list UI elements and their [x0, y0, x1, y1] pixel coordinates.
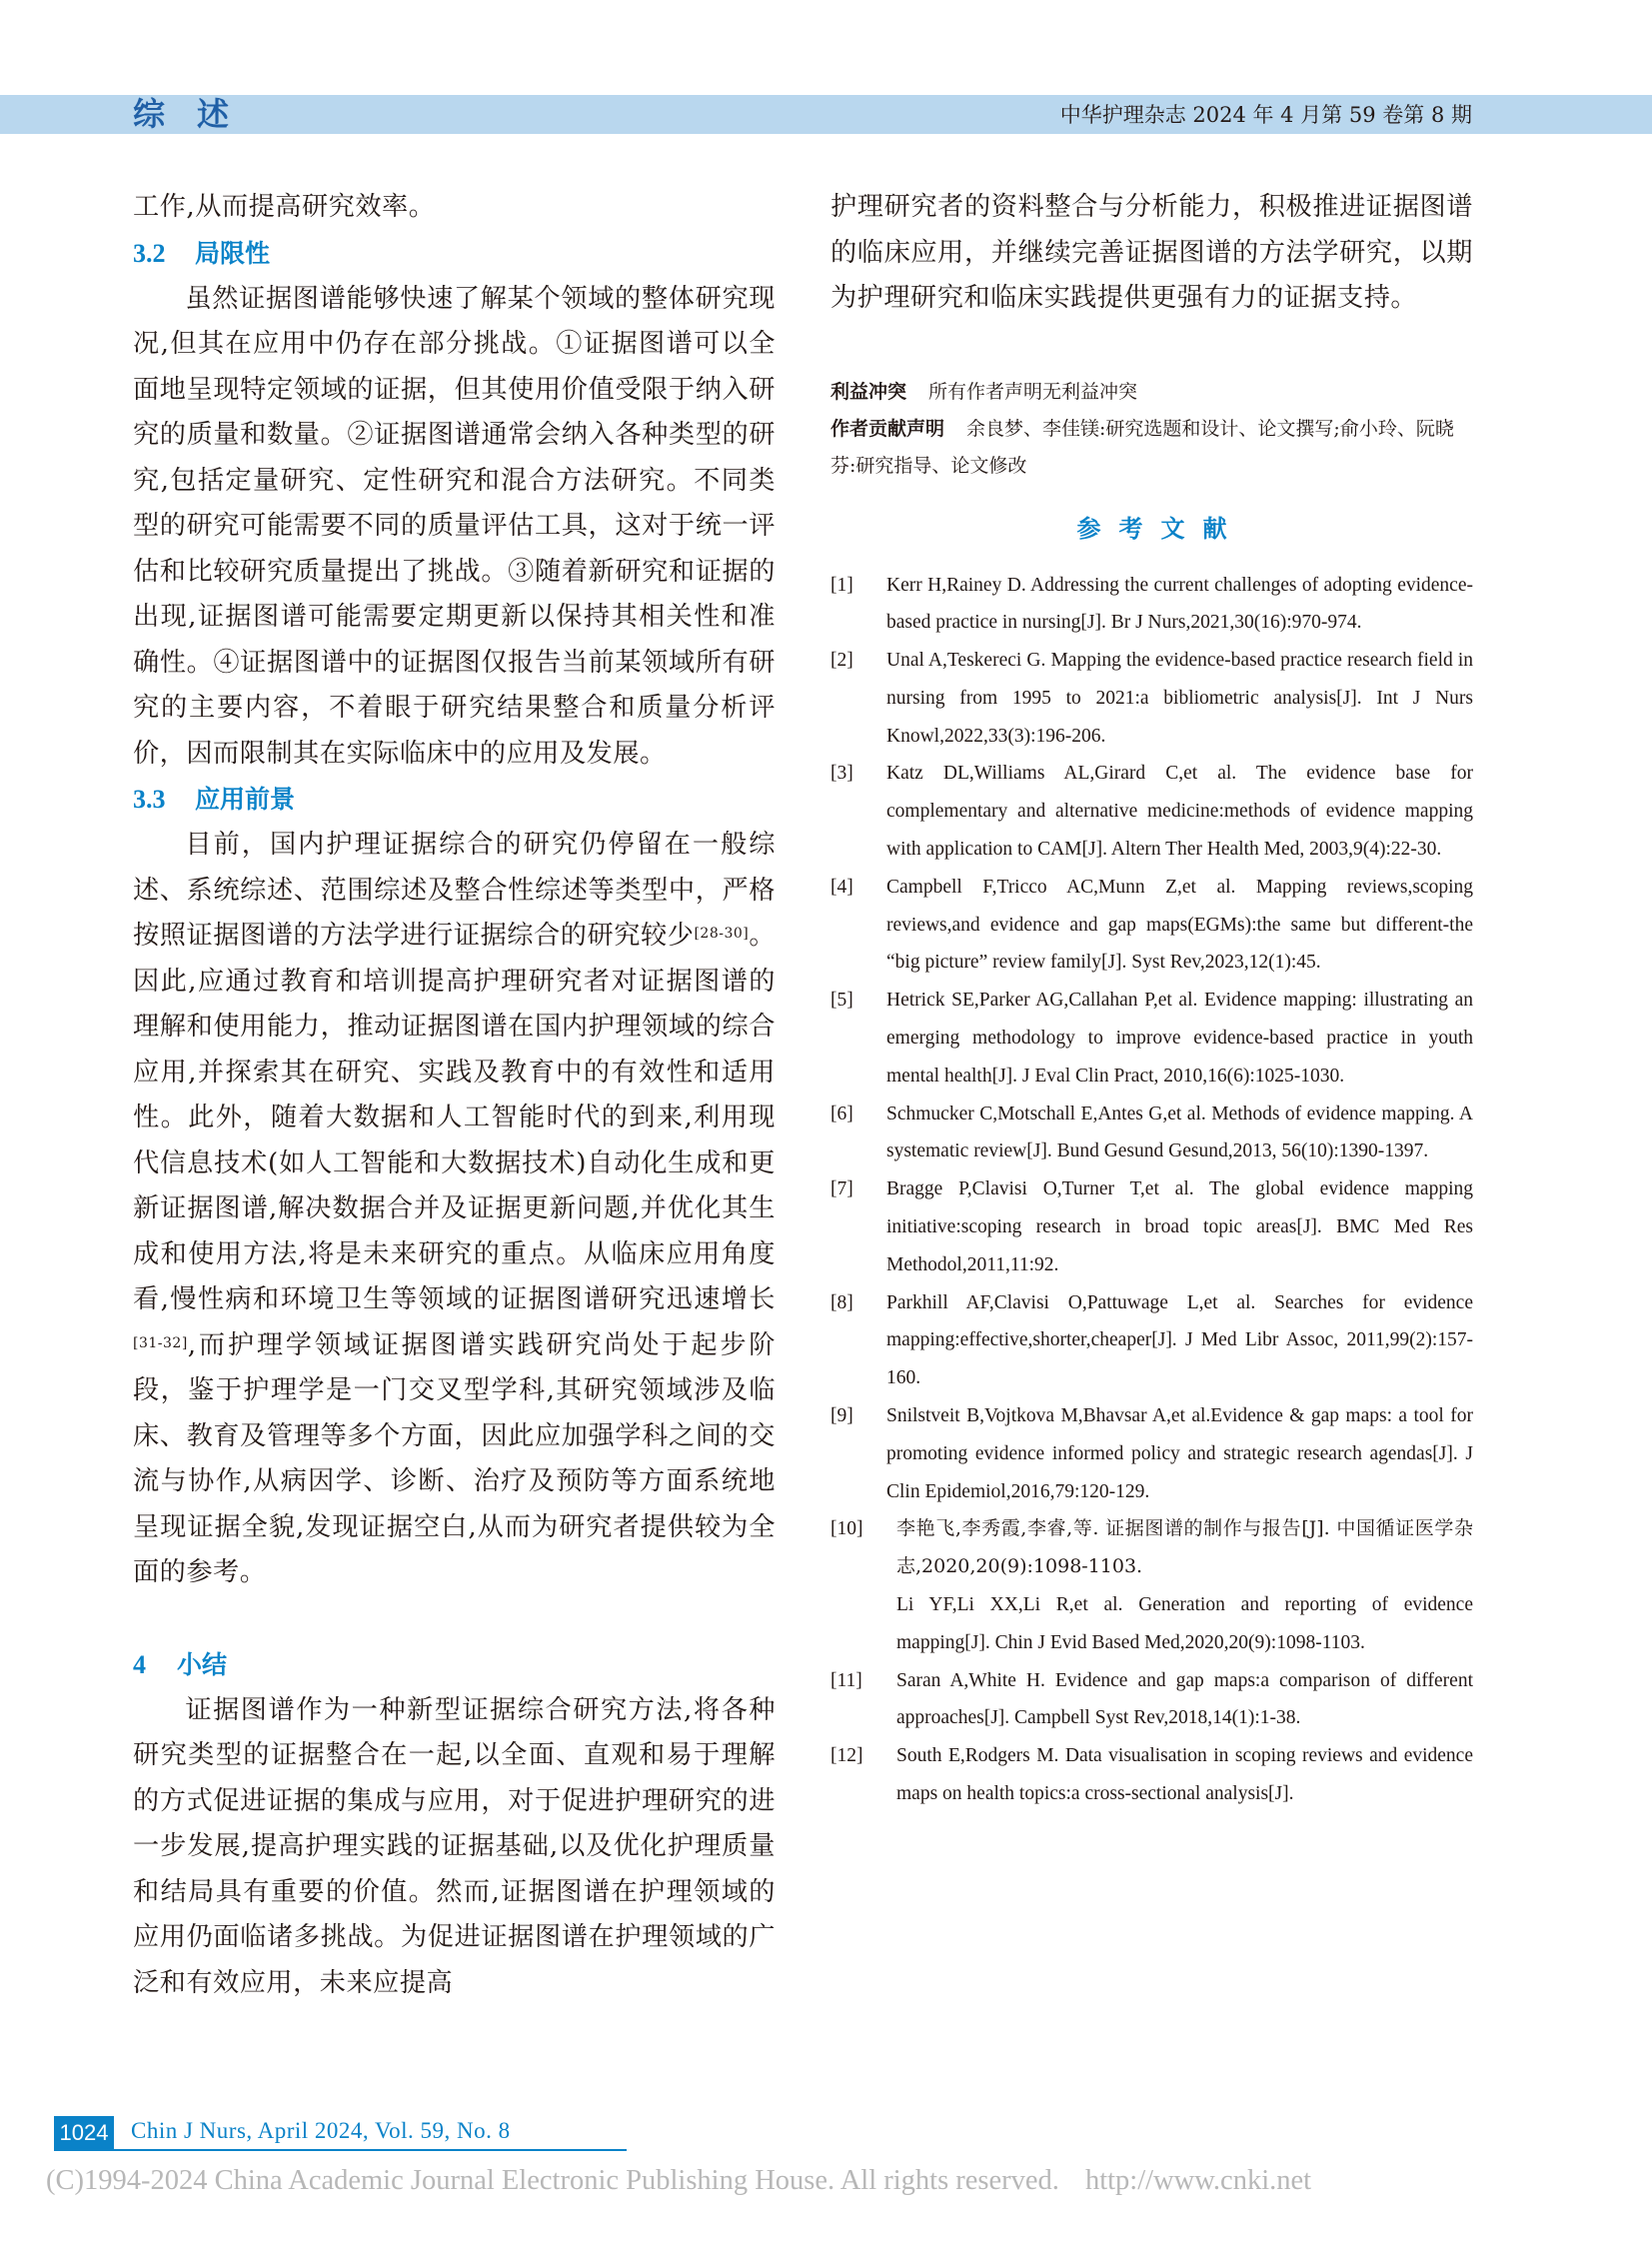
section-number: 4	[133, 1649, 146, 1679]
right-column	[830, 185, 1473, 1813]
reference-item	[830, 567, 1473, 643]
reference-text: Parkhill AF,Clavisi O,Pattuwage L,et al. Searches for evidence mapping:effective,shorter,cheaper[J]. J Med Libr Assoc, 2011,99(2):157-160.	[886, 1291, 1473, 1389]
paragraph-summary: 证据图谱作为一种新型证据综合研究方法,将各种研究类型的证据整合在一起,以全面、直观和易于理解的方式促进证据的集成与应用，对于促进护理研究的进一步发展,提高护理实践的证据基础,以及优化护理质量和结局具有重要的价值。然而,证据图谱在护理领域的应用仍面临诸多挑战。为促进证据图谱在护理领域的广泛和有效应用，未来应提高	[133, 1694, 776, 1998]
reference-item	[830, 1510, 1473, 1661]
text-run: 目前，国内护理证据综合的研究仍停留在一般综述、系统综述、范围综述及整合性综述等类型中，严格按照证据图谱的方法学进行证据综合的研究较少	[133, 830, 776, 951]
reference-number: [9]	[830, 1405, 853, 1427]
reference-item	[830, 755, 1473, 868]
reference-item	[830, 1737, 1473, 1813]
reference-item	[830, 1096, 1473, 1171]
conflict-text: 所有作者声明无利益冲突	[928, 380, 1138, 403]
section-title: 局限性	[195, 238, 271, 268]
reference-number: [3]	[830, 763, 853, 785]
footer-divider	[54, 2149, 627, 2151]
footer-journal-citation: Chin J Nurs, April 2024, Vol. 59, No. 8	[131, 2118, 511, 2143]
paragraph-limitations: 虽然证据图谱能够快速了解某个领域的整体研究现况,但其在应用中仍存在部分挑战。①证据图谱可以全面地呈现特定领域的证据，但其使用价值受限于纳入研究的质量和数量。②证据图谱通常会纳入各种类型的研究,包括定量研究、定性研究和混合方法研究。不同类型的研究可能需要不同的质量评估工具，这对于统一评估和比较研究质量提出了挑战。③随着新研究和证据的出现,证据图谱可能需要定期更新以保持其相关性和准确性。④证据图谱中的证据图仅报告当前某领域所有研究的主要内容，不着眼于研究结果整合和质量分析评价，因而限制其在实际临床中的应用及发展。	[133, 283, 776, 769]
section-heading-3-2	[133, 231, 776, 277]
reference-number: [6]	[830, 1103, 853, 1124]
reference-text	[896, 1510, 1473, 1661]
page-number-badge: 1024	[54, 2116, 114, 2149]
reference-item	[830, 1397, 1473, 1510]
references-heading: 参考文献	[1076, 514, 1245, 543]
reference-item	[830, 1662, 1473, 1738]
reference-number: [10]	[830, 1518, 863, 1540]
section-number: 3.2	[133, 238, 166, 268]
copyright-watermark	[46, 2161, 1311, 2201]
text-run: ,而护理学领域证据图谱实践研究尚处于起步阶段，鉴于护理学是一门交叉型学科,其研究领域涉及临床、教育及管理等多个方面，因此应加强学科之间的交流与协作,从病因学、诊断、治疗及预防等方面系统地呈现证据全貌,发现证据空白,从而为研究者提供较为全面的参考。	[133, 1329, 776, 1587]
reference-number: [4]	[830, 876, 853, 898]
section-number: 3.3	[133, 785, 166, 814]
reference-text-english: Li YF,Li XX,Li R,et al. Generation and reporting of evidence mapping[J]. Chin J Evid Based Med,2020,20(9):1098-1103.	[896, 1594, 1473, 1653]
reference-text: Saran A,White H. Evidence and gap maps:a comparison of different approaches[J]. Campbell Syst Rev,2018,14(1):1-38.	[896, 1669, 1473, 1729]
reference-text: Hetrick SE,Parker AG,Callahan P,et al. Evidence mapping: illustrating an emerging methodology to improve evidence-based practice in youth mental health[J]. J Eval Clin Pract, 2010,16(6):1025-1030.	[886, 990, 1473, 1087]
reference-number: [7]	[830, 1178, 853, 1200]
reference-text: Bragge P,Clavisi O,Turner T,et al. The global evidence mapping initiative:scoping research in broad topic areas[J]. BMC Med Res Methodol,2011,11:92.	[886, 1178, 1473, 1275]
paragraph-prospects	[133, 823, 776, 1596]
reference-item	[830, 982, 1473, 1095]
reference-text: Snilstveit B,Vojtkova M,Bhavsar A,et al.Evidence & gap maps: a tool for promoting evidence informed policy and strategic research agendas[J]. J Clin Epidemiol,2016,79:120-129.	[886, 1405, 1473, 1502]
citation-link[interactable]: [31-32]	[133, 1334, 188, 1351]
reference-number: [2]	[830, 650, 853, 672]
reference-text-chinese: 李艳飞,李秀霞,李睿,等. 证据图谱的制作与报告[J]. 中国循证医学杂志,2020,20(9):1098-1103.	[896, 1517, 1473, 1578]
conflict-of-interest	[830, 374, 1473, 411]
cnki-url-link[interactable]: http://www.cnki.net	[1084, 2165, 1312, 2196]
contrib-label: 作者贡献声明	[830, 417, 945, 440]
reference-item	[830, 642, 1473, 755]
reference-item	[830, 1170, 1473, 1283]
section-heading-3-3	[133, 777, 776, 823]
reference-text: Campbell F,Tricco AC,Munn Z,et al. Mapping reviews,scoping reviews,and evidence and gap maps(EGMs):the same but different-the “big picture” review family[J]. Syst Rev,2023,12(1):45.	[886, 876, 1473, 974]
reference-number: [8]	[830, 1291, 853, 1313]
reference-item	[830, 869, 1473, 982]
section-title: 应用前景	[195, 785, 296, 814]
reference-number: [5]	[830, 990, 853, 1012]
reference-text: Schmucker C,Motschall E,Antes G,et al. Methods of evidence mapping. A systematic review[J]. Bund Gesund Gesund,2013, 56(10):1390-1397.	[886, 1103, 1473, 1162]
section-heading-4	[133, 1642, 776, 1688]
section-title: 小结	[177, 1649, 228, 1679]
author-contributions	[830, 411, 1473, 485]
paragraph-summary-continued: 护理研究者的资料整合与分析能力，积极推进证据图谱的临床应用，并继续完善证据图谱的方法学研究，以期为护理研究和临床实践提供更强有力的证据支持。	[830, 192, 1473, 313]
reference-text: South E,Rodgers M. Data visualisation in scoping reviews and evidence maps on health topics:a cross-sectional analysis[J].	[896, 1745, 1473, 1804]
left-column	[133, 185, 776, 2006]
reference-number: [11]	[830, 1669, 862, 1691]
reference-number: [12]	[830, 1745, 863, 1767]
conflict-label: 利益冲突	[830, 380, 907, 403]
contrib-text: 余良梦、李佳镁:研究选题和设计、论文撰写;俞小玲、阮晓芬:研究指导、论文修改	[830, 417, 1454, 477]
section-label: 综述	[133, 95, 262, 133]
reference-list	[830, 567, 1473, 1813]
reference-text: Unal A,Teskereci G. Mapping the evidence-based practice research field in nursing from 1995 to 2021:a bibliometric analysis[J]. Int J Nurs Knowl,2022,33(3):196-206.	[886, 650, 1473, 747]
reference-text: Kerr H,Rainey D. Addressing the current challenges of adopting evidence-based practice in nursing[J]. Br J Nurs,2021,30(16):970-974.	[886, 574, 1473, 634]
reference-number: [1]	[830, 574, 853, 596]
reference-item	[830, 1284, 1473, 1397]
paragraph-intro-tail: 工作,从而提高研究效率。	[133, 192, 436, 222]
reference-text: Katz DL,Williams AL,Girard C,et al. The evidence base for complementary and alternative medicine:methods of evidence mapping with application to CAM[J]. Altern Ther Health Med, 2003,9(4):22-30.	[886, 763, 1473, 861]
copyright-text: (C)1994-2024 China Academic Journal Electronic Publishing House. All rights reserved.	[46, 2165, 1059, 2196]
journal-issue-header: 中华护理杂志 2024 年 4 月第 59 卷第 8 期	[1059, 103, 1472, 127]
citation-link[interactable]: [28-30]	[694, 926, 750, 942]
text-run: 。因此,应通过教育和培训提高护理研究者对证据图谱的理解和使用能力，推动证据图谱在国内护理领域的综合应用,并探索其在研究、实践及教育中的有效性和适用性。此外，随着大数据和人工智能时代的到来,利用现代信息技术(如人工智能和大数据技术)自动化生成和更新证据图谱,解决数据合并及证据更新问题,并优化其生成和使用方法,将是未来研究的重点。从临床应用角度看,慢性病和环境卫生等领域的证据图谱研究迅速增长	[133, 921, 777, 1314]
